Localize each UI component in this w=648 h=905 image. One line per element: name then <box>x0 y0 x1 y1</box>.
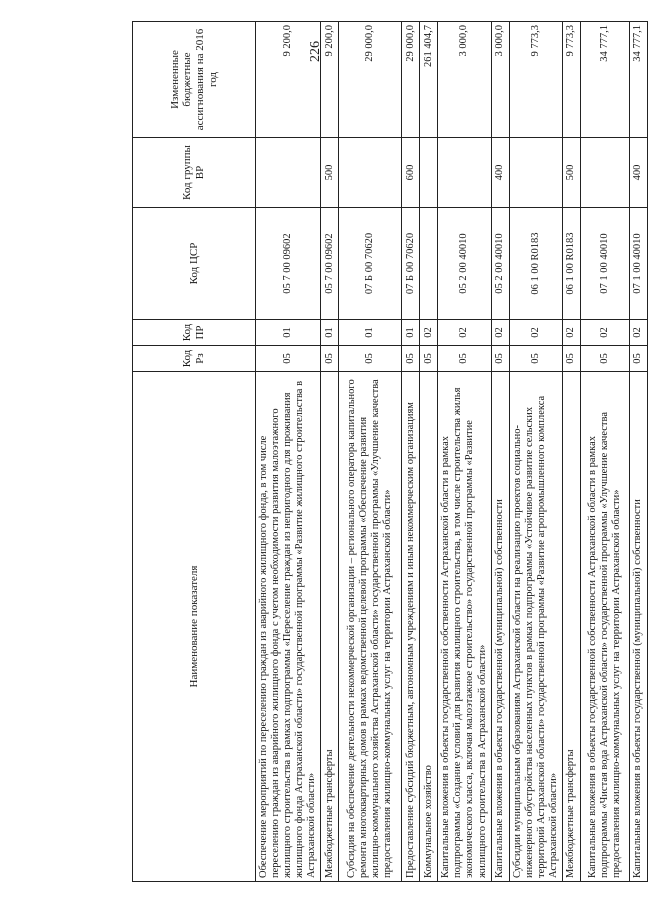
row-csr: 07 1 00 40010 <box>629 208 647 320</box>
header-csr: Код ЦСР <box>133 208 256 320</box>
row-amount: 34 777,1 <box>580 22 629 138</box>
row-name: Капитальные вложения в объекты государственной собственности Астраханской области в рамках подпрограммы «Чистая вода Астраханской области» государственной программы «Улучшение качества предоставления жилищно-коммунальных услуг на территории Астраханской области» <box>580 372 629 882</box>
row-vr <box>509 138 562 208</box>
table-row <box>339 22 402 882</box>
row-amount: 9 200,0 <box>256 22 321 138</box>
row-vr: 400 <box>629 138 647 208</box>
row-name: Капитальные вложения в объекты государственной (муниципальной) собственности <box>491 372 509 882</box>
row-rz: 05 <box>438 346 491 372</box>
row-name: Обеспечение мероприятий по переселению граждан из аварийного жилищного фонда, в том числе переселению граждан из аварийного жилищного фонда с учетом необходимости развития малоэтажного жилищного строительства в рамках подпрограммы «Переселение граждан из непригодного для проживания жилищного фонда Астраханской области» государственной программы «Развитие жилищного строительства в Астраханской области» <box>256 372 321 882</box>
row-vr <box>420 138 438 208</box>
row-name: Межбюджетные трансферты <box>562 372 580 882</box>
row-vr: 600 <box>402 138 420 208</box>
header-name: Наименование показателя <box>133 372 256 882</box>
row-amount: 9 200,0 <box>321 22 339 138</box>
row-csr: 05 7 00 09602 <box>321 208 339 320</box>
row-pr: 01 <box>256 320 321 346</box>
row-amount: 29 000,0 <box>339 22 402 138</box>
row-name: Капитальные вложения в объекты государственной (муниципальной) собственности <box>629 372 647 882</box>
row-amount: 9 773,3 <box>509 22 562 138</box>
row-rz: 05 <box>420 346 438 372</box>
row-rz: 05 <box>321 346 339 372</box>
rotated-table-container <box>132 22 644 882</box>
row-vr: 400 <box>491 138 509 208</box>
row-rz: 05 <box>580 346 629 372</box>
row-rz: 05 <box>491 346 509 372</box>
table-header-row <box>133 22 256 882</box>
row-name: Субсидии муниципальным образованиям Астраханской области на реализацию проектов социально-инженерного обустройства населенных пунктов в рамках подпрограммы «Устойчивое развитие сельских территорий Астраханской области» государственной программы «Развитие агропромышленного комплекса Астраханской области» <box>509 372 562 882</box>
table-row <box>491 22 509 882</box>
row-pr: 02 <box>420 320 438 346</box>
row-rz: 05 <box>339 346 402 372</box>
header-amount: Измененные бюджетные ассигнования на 2016 год <box>133 22 256 138</box>
header-rz: Код Рз <box>133 346 256 372</box>
row-name: Субсидия на обеспечение деятельности некоммерческой организации – регионального оператора капитального ремонта многоквартирных домов в рамках ведомственной целевой программы «Обеспечение развития жилищно-коммунального хозяйства Астраханской области» государственной программы «Улучшение качества предоставления жилищно-коммунальных услуг на территории Астраханской области» <box>339 372 402 882</box>
row-amount: 3 000,0 <box>438 22 491 138</box>
table-row <box>402 22 420 882</box>
row-pr: 02 <box>491 320 509 346</box>
table-row <box>580 22 629 882</box>
row-vr: 500 <box>562 138 580 208</box>
row-rz: 05 <box>256 346 321 372</box>
table-row <box>509 22 562 882</box>
row-csr: 07 Б 00 70620 <box>402 208 420 320</box>
row-pr: 01 <box>321 320 339 346</box>
row-vr <box>339 138 402 208</box>
row-csr: 06 1 00 R0183 <box>562 208 580 320</box>
row-amount: 34 777,1 <box>629 22 647 138</box>
row-pr: 02 <box>509 320 562 346</box>
row-pr: 02 <box>562 320 580 346</box>
table-row <box>438 22 491 882</box>
row-pr: 02 <box>438 320 491 346</box>
row-pr: 02 <box>629 320 647 346</box>
budget-table <box>132 21 648 882</box>
row-csr: 05 7 00 09602 <box>256 208 321 320</box>
row-name: Межбюджетные трансферты <box>321 372 339 882</box>
row-pr: 01 <box>339 320 402 346</box>
row-rz: 05 <box>629 346 647 372</box>
row-amount: 3 000,0 <box>491 22 509 138</box>
header-pr: Код ПР <box>133 320 256 346</box>
row-csr: 07 1 00 40010 <box>580 208 629 320</box>
row-csr: 05 2 00 40010 <box>438 208 491 320</box>
table-row <box>256 22 321 882</box>
row-csr: 07 Б 00 70620 <box>339 208 402 320</box>
row-pr: 02 <box>580 320 629 346</box>
table-row <box>562 22 580 882</box>
row-name: Предоставление субсидий бюджетным, автономным учреждениям и иным некоммерческим организациям <box>402 372 420 882</box>
row-amount: 261 404,7 <box>420 22 438 138</box>
row-amount: 9 773,3 <box>562 22 580 138</box>
row-rz: 05 <box>509 346 562 372</box>
row-rz: 05 <box>562 346 580 372</box>
row-vr <box>580 138 629 208</box>
row-amount: 29 000,0 <box>402 22 420 138</box>
row-name: Коммунальное хозяйство <box>420 372 438 882</box>
row-csr: 05 2 00 40010 <box>491 208 509 320</box>
page-number: 226 <box>308 41 323 63</box>
table-row <box>420 22 438 882</box>
row-vr <box>256 138 321 208</box>
table-row <box>629 22 647 882</box>
row-csr <box>420 208 438 320</box>
row-csr: 06 1 00 R0183 <box>509 208 562 320</box>
row-pr: 01 <box>402 320 420 346</box>
row-rz: 05 <box>402 346 420 372</box>
row-vr <box>438 138 491 208</box>
header-vr: Код группы ВР <box>133 138 256 208</box>
row-vr: 500 <box>321 138 339 208</box>
row-name: Капитальные вложения в объекты государственной собственности Астраханской области в рамках подпрограммы «Создание условий для развития жилищного строительства, в том числе строительства жилья экономического класса, включая малоэтажное строительство» государственной программы «Развитие жилищного строительства в Астраханской области» <box>438 372 491 882</box>
table-row <box>321 22 339 882</box>
